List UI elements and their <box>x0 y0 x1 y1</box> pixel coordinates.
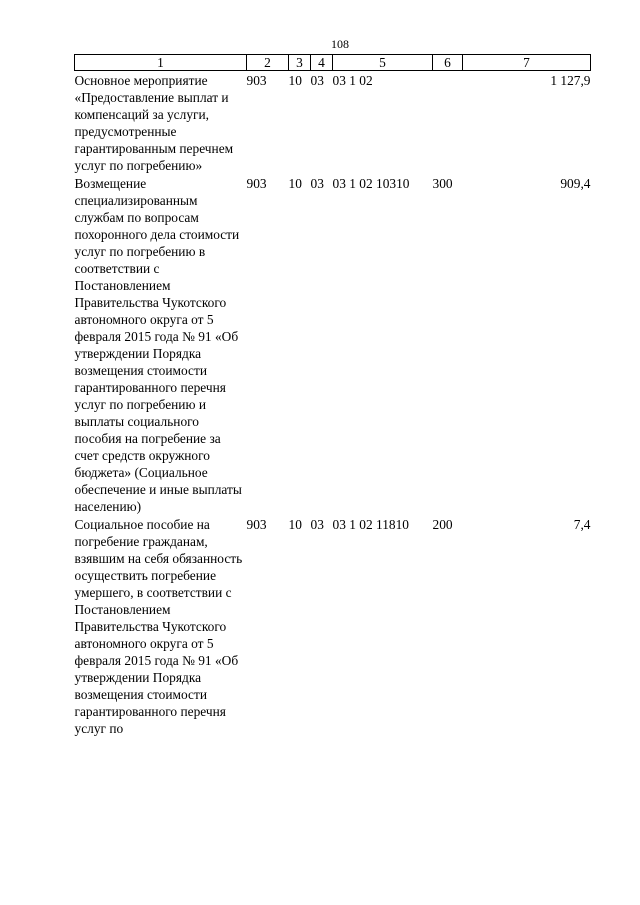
row-name: Основное мероприятие «Предоставление выплат и компенсаций за услуги, предусмотренные гарантированным перечнем услуг по погребению» <box>74 73 234 173</box>
header-col-5: 5 <box>333 55 433 71</box>
row-type: 300 <box>432 176 453 191</box>
header-col-2: 2 <box>247 55 289 71</box>
row-sum: 909,4 <box>560 176 591 191</box>
row-section: 10 <box>288 73 302 88</box>
row-section: 10 <box>288 176 302 191</box>
row-name: Возмещение специализированным службам по вопросам похоронного дела стоимости услуг по погребению в соответствии с Постановлением Правительства Чукотского автономного округа от 5 февраля 2015 года № 91 «Об утверждении Порядка возмещения стоимости гарантированного перечня услуг по погребению и выплаты социального пособия на погребение за счет средств окружного бюджета» (Социальное обеспечение и иные выплаты населению) <box>74 176 242 514</box>
row-subsection: 03 <box>310 73 324 88</box>
row-sum: 7,4 <box>573 517 591 532</box>
header-col-1: 1 <box>75 55 247 71</box>
row-section: 10 <box>288 517 302 532</box>
row-name: Социальное пособие на погребение гражданам, взявшим на себя обязанность осуществить погребение умершего, в соответствии с Постановлением Правительства Чукотского автономного округа от 5 февраля 2015 года № 91 «Об утверждении Порядка возмещения стоимости гарантированного перечня услуг по <box>74 517 243 736</box>
header-col-7: 7 <box>463 55 591 71</box>
row-type <box>433 71 463 175</box>
row-code: 903 <box>246 517 267 532</box>
header-col-3: 3 <box>289 55 311 71</box>
row-item: 03 1 02 <box>332 73 373 88</box>
row-code: 903 <box>246 176 267 191</box>
budget-table <box>74 54 591 737</box>
row-type: 200 <box>432 517 453 532</box>
table-row <box>75 174 591 515</box>
header-col-4: 4 <box>311 55 333 71</box>
row-item: 03 1 02 10310 <box>332 176 410 191</box>
row-item: 03 1 02 11810 <box>332 517 409 532</box>
row-subsection: 03 <box>310 176 324 191</box>
header-col-6: 6 <box>433 55 463 71</box>
table-row <box>75 71 591 175</box>
row-subsection: 03 <box>310 517 324 532</box>
row-code: 903 <box>246 73 267 88</box>
page-number: 108 <box>331 37 349 51</box>
row-sum: 1 127,9 <box>550 73 591 88</box>
table-row <box>75 515 591 737</box>
table-header-row <box>75 55 591 71</box>
